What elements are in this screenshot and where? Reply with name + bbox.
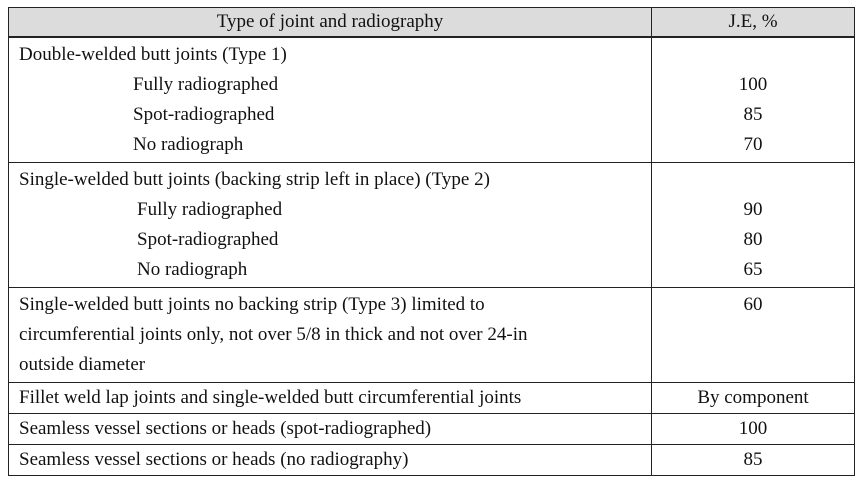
group-type-3-labels [9,288,652,382]
row-value: 100 [738,418,768,439]
row-label: Fillet weld lap joints and single-welded butt circumferential joints [9,383,652,413]
header-joint-type: Type of joint and radiography [9,8,652,36]
group-type-3 [9,287,854,382]
group-type-2-labels [9,163,652,287]
table-row [9,382,854,413]
group-type-1-title: Double-welded butt joints (Type 1) [19,44,287,65]
group-type-1-item-value: 100 [738,74,768,95]
group-type-1 [9,38,854,162]
group-type-2-item-value: 65 [743,259,763,280]
group-type-1-item-label: Spot-radiographed [133,104,275,125]
group-type-1-values [652,38,854,162]
group-type-2-item-value: 90 [743,199,763,220]
row-value: By component [697,387,809,408]
joint-efficiency-table [8,7,855,476]
group-type-2-item-label: Fully radiographed [137,199,283,220]
group-type-1-item-label: Fully radiographed [133,74,279,95]
group-type-2 [9,162,854,287]
group-type-2-item-value: 80 [743,229,763,250]
header-joint-efficiency: J.E, % [728,11,778,32]
group-type-2-item-label: No radiograph [137,259,248,280]
group-type-2-values [652,163,854,287]
group-type-3-value: 60 [743,294,763,315]
group-type-1-labels [9,38,652,162]
group-type-2-item-label: Spot-radiographed [137,229,279,250]
row-value: 85 [743,449,763,470]
group-type-1-item-label: No radiograph [133,134,244,155]
group-type-3-line: circumferential joints only, not over 5/8 in thick and not over 24-in [19,324,528,345]
group-type-3-line: Single-welded butt joints no backing strip (Type 3) limited to [19,294,485,315]
row-label: Seamless vessel sections or heads (no radiography) [9,445,652,475]
row-label: Seamless vessel sections or heads (spot-radiographed) [9,414,652,444]
group-type-1-item-value: 85 [743,104,763,125]
group-type-3-line: outside diameter [19,354,146,375]
table-row [9,444,854,475]
table-header-row [9,8,854,38]
group-type-1-item-value: 70 [743,134,763,155]
table-row [9,413,854,444]
group-type-2-title: Single-welded butt joints (backing strip left in place) (Type 2) [19,169,490,190]
